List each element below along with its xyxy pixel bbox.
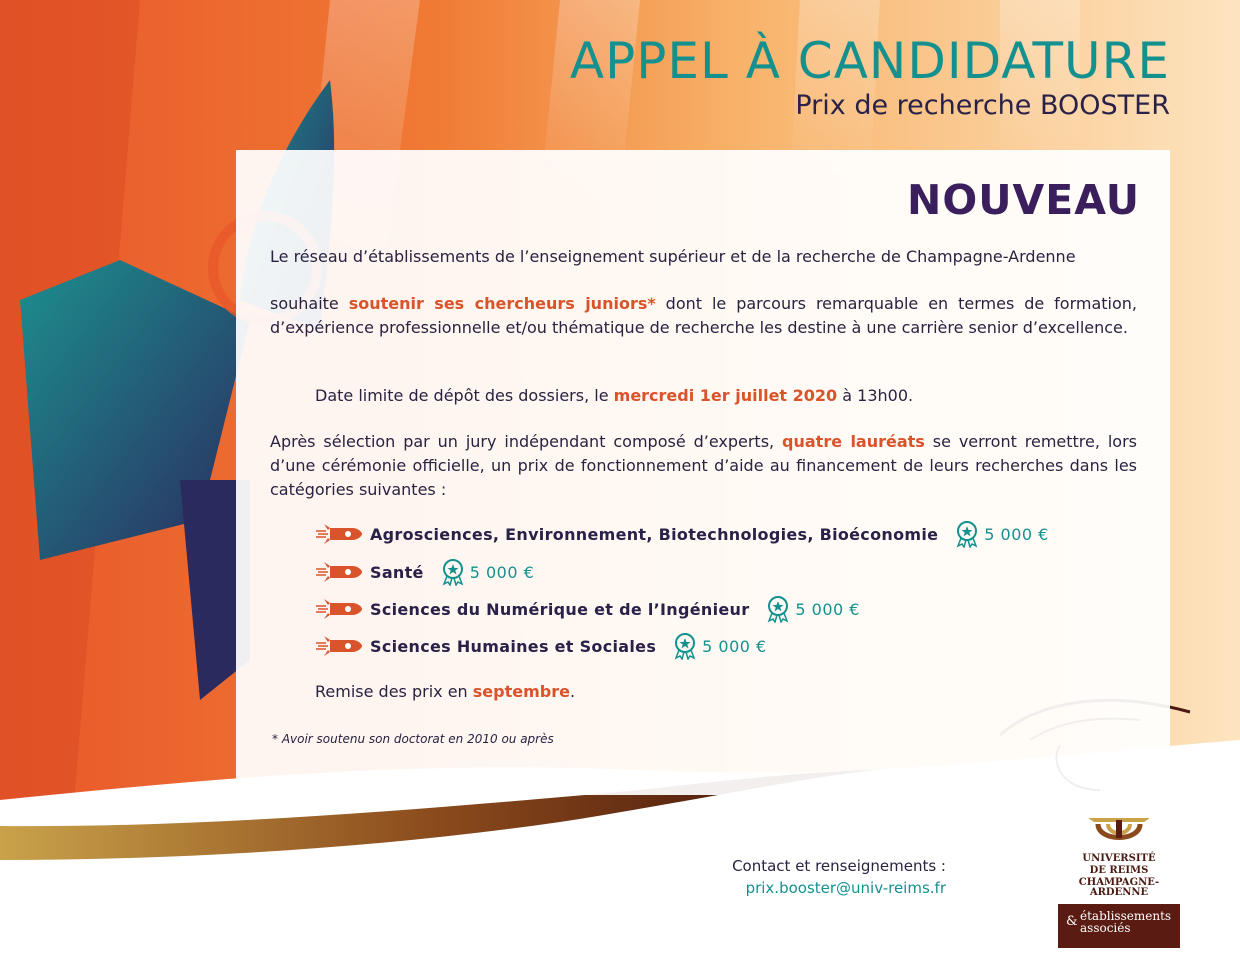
prize-amount: 5 000 € (469, 562, 535, 582)
category-item (316, 558, 534, 586)
contact-email-link[interactable]: prix.booster@univ-reims.fr (745, 879, 946, 897)
award-icon (765, 595, 791, 623)
selection-text-start: Après sélection par un jury indépendant composé d’experts, (270, 432, 783, 451)
deadline-text-end: à 13h00. (837, 386, 914, 405)
category-label: Sciences Humaines et Sociales (370, 636, 657, 656)
category-item (316, 595, 860, 623)
award-icon (672, 632, 698, 660)
prize-amount: 5 000 € (795, 599, 860, 619)
selection-paragraph (270, 430, 1137, 502)
logo-line-2: DE REIMS (1089, 865, 1149, 876)
contact-block (732, 855, 946, 899)
prize (765, 595, 860, 623)
award-icon (954, 520, 980, 548)
logo-box-line-2: associés (1080, 921, 1131, 935)
support-highlight: soutenir ses chercheurs juniors* (348, 294, 656, 313)
footnote: * Avoir soutenu son doctorat en 2010 ou après (272, 732, 554, 746)
support-paragraph (270, 292, 1137, 340)
deadline-text-start: Date limite de dépôt des dossiers, le (315, 386, 614, 405)
category-label: Agrosciences, Environnement, Biotechnologies, Bioéconomie (370, 524, 939, 544)
ceremony-text-start: Remise des prix en (315, 682, 473, 701)
rocket-icon (316, 599, 362, 619)
selection-highlight: quatre lauréats (782, 432, 925, 451)
award-icon (440, 558, 466, 586)
logo-box-line-1: établissements (1080, 909, 1172, 923)
prize-amount: 5 000 € (984, 524, 1049, 544)
header (570, 34, 1170, 121)
new-badge: NOUVEAU (907, 176, 1140, 224)
logo-line-3: CHAMPAGNE-ARDENNE (1078, 877, 1160, 898)
deadline-paragraph (315, 384, 1135, 408)
university-emblem-icon (1058, 812, 1180, 848)
prize (440, 558, 535, 586)
prize (954, 520, 1049, 548)
selection-text-end: se verront remettre, lors d’une cérémonie officielle, un prix de fonctionnement d’aide au financement de leurs recherches dans les catégories suivantes : (270, 432, 1138, 499)
contact-label: Contact et renseignements : (732, 857, 946, 875)
ceremony-text-end: . (569, 682, 576, 701)
category-item (316, 632, 767, 660)
ceremony-highlight: septembre (472, 682, 570, 701)
category-label: Sciences du Numérique et de l’Ingénieur (370, 599, 750, 619)
prize-amount: 5 000 € (702, 636, 767, 656)
support-text-start: souhaite (270, 294, 349, 313)
deadline-highlight: mercredi 1er juillet 2020 (613, 386, 838, 405)
intro-paragraph: Le réseau d’établissements de l’enseignement supérieur et de la recherche de Champagne-Ardenne (270, 247, 1076, 266)
page-title: APPEL À CANDIDATURE (569, 32, 1170, 90)
support-text-end: dont le parcours remarquable en termes de formation, d’expérience professionnelle et/ou thématique de recherche les destine à une carrière senior d’excellence. (270, 294, 1138, 337)
logo-associates-box (1058, 904, 1180, 948)
category-item (316, 520, 1049, 548)
rocket-icon (316, 562, 362, 582)
prize (672, 632, 767, 660)
category-label: Santé (370, 562, 424, 582)
logo-line-1: UNIVERSITÉ (1082, 853, 1156, 864)
logo-ampersand: & (1066, 914, 1078, 929)
award-ceremony-paragraph (315, 680, 1135, 704)
rocket-icon (316, 524, 362, 544)
university-logo (1058, 812, 1180, 948)
rocket-icon (316, 636, 362, 656)
page-subtitle: Prix de recherche BOOSTER (795, 90, 1170, 121)
